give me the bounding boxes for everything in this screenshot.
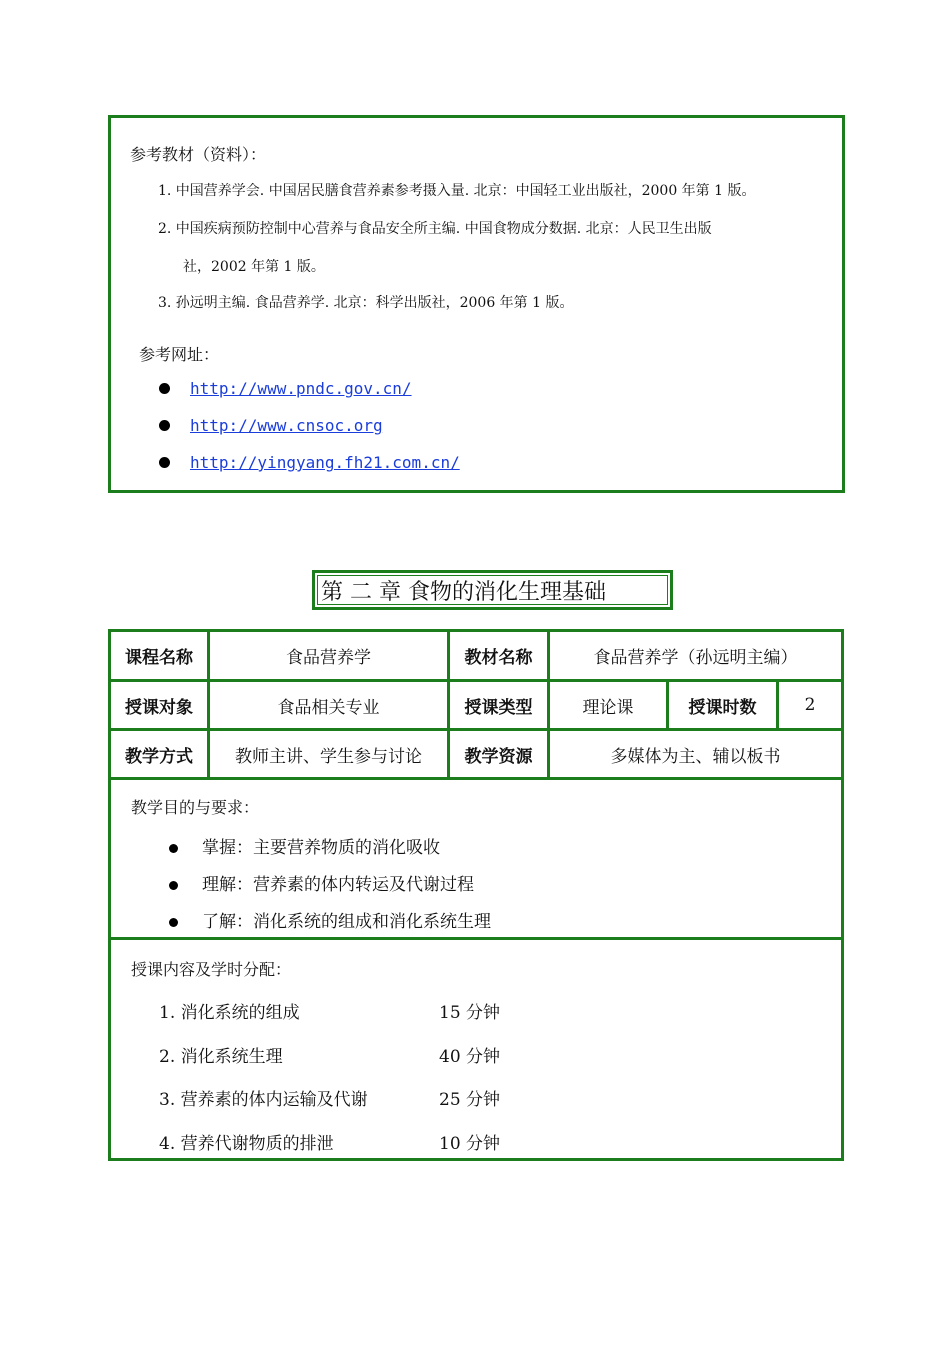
references-title: 参考教材（资料）： bbox=[130, 145, 267, 164]
reference-item-2: 2. 中国疾病预防控制中心营养与食品安全所主编. 中国食物成分数据. 北京：人民卫生出版 bbox=[158, 221, 712, 237]
content-item: 4. 营养代谢物质的排泄 bbox=[159, 1134, 334, 1154]
bullet-icon bbox=[169, 918, 178, 927]
chapter-title: 第 二 章 食物的消化生理基础 bbox=[312, 570, 673, 610]
website-link-3[interactable]: http://yingyang.fh21.com.cn/ bbox=[190, 453, 460, 472]
website-link-1[interactable]: http://www.pndc.gov.cn/ bbox=[190, 379, 412, 398]
course-name-value: 食品营养学 bbox=[286, 648, 371, 668]
method-label: 教学方式 bbox=[125, 746, 193, 767]
bullet-icon bbox=[159, 420, 170, 431]
references-box bbox=[108, 115, 845, 493]
website-item bbox=[159, 452, 460, 472]
content-item: 2. 消化系统生理 bbox=[159, 1047, 283, 1067]
row-divider bbox=[111, 777, 841, 780]
website-link-2[interactable]: http://www.cnsoc.org bbox=[190, 416, 383, 435]
content-time: 40 分钟 bbox=[439, 1047, 501, 1067]
content-time: 15 分钟 bbox=[439, 1003, 501, 1023]
course-name-label: 课程名称 bbox=[125, 648, 193, 668]
reference-item-3: 3. 孙远明主编. 食品营养学. 北京：科学出版社，2006 年第 1 版。 bbox=[158, 295, 574, 311]
bullet-icon bbox=[169, 844, 178, 853]
audience-label: 授课对象 bbox=[125, 697, 193, 718]
type-label: 授课类型 bbox=[464, 697, 533, 718]
reference-item-1: 1. 中国营养学会. 中国居民膳食营养素参考摄入量. 北京：中国轻工业出版社，2000 年第 1 版。 bbox=[158, 183, 756, 199]
textbook-value: 食品营养学（孙远明主编） bbox=[593, 648, 798, 668]
content-title: 授课内容及学时分配： bbox=[131, 960, 292, 979]
content-time: 10 分钟 bbox=[439, 1134, 501, 1154]
websites-title: 参考网址： bbox=[139, 345, 220, 364]
course-table bbox=[108, 629, 844, 1161]
goal-item: 理解：营养素的体内转运及代谢过程 bbox=[169, 870, 474, 895]
website-item bbox=[159, 378, 412, 398]
bullet-icon bbox=[159, 457, 170, 468]
bullet-icon bbox=[169, 881, 178, 890]
row-divider bbox=[111, 937, 841, 940]
goals-title: 教学目的与要求： bbox=[131, 798, 260, 817]
content-time: 25 分钟 bbox=[439, 1090, 501, 1110]
audience-value: 食品相关专业 bbox=[277, 697, 380, 718]
type-value: 理论课 bbox=[582, 697, 634, 718]
bullet-icon bbox=[159, 383, 170, 394]
hours-value: 2 bbox=[804, 695, 816, 715]
resource-value: 多媒体为主、辅以板书 bbox=[610, 746, 781, 767]
goal-item: 掌握：主要营养物质的消化吸收 bbox=[169, 833, 440, 858]
method-value: 教师主讲、学生参与讨论 bbox=[235, 746, 422, 767]
resource-label: 教学资源 bbox=[464, 746, 533, 767]
website-item bbox=[159, 415, 383, 435]
reference-item-2-cont: 社，2002 年第 1 版。 bbox=[183, 259, 325, 275]
content-item: 3. 营养素的体内运输及代谢 bbox=[159, 1090, 368, 1110]
textbook-label: 教材名称 bbox=[464, 648, 533, 668]
content-item: 1. 消化系统的组成 bbox=[159, 1003, 300, 1023]
goal-item: 了解：消化系统的组成和消化系统生理 bbox=[169, 907, 491, 932]
hours-label: 授课时数 bbox=[688, 697, 757, 718]
